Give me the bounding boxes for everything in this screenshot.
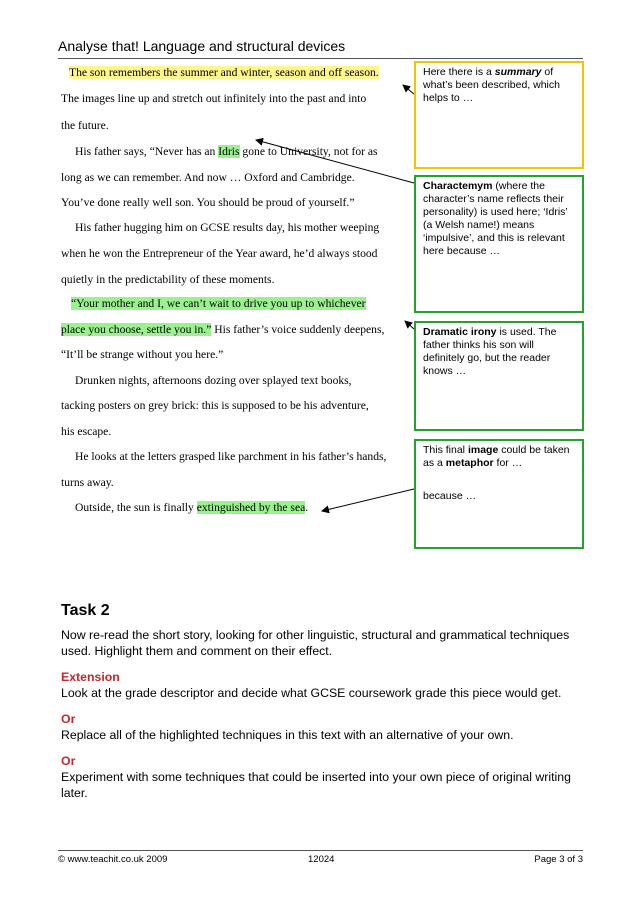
story-line: The images line up and stretch out infinitely into the past and into [61,92,367,105]
story-line: his escape. [61,425,112,438]
arrow-metaphor [322,489,414,511]
highlight-irony-1: “Your mother and I, we can’t wait to drive you up to whichever [71,297,366,310]
story-line: His father hugging him on GCSE results day, his mother weeping [75,221,380,234]
or-label: Or [61,754,76,768]
highlight-summary: The son remembers the summer and winter, season and off season. [69,66,379,79]
highlight-idris: Idris [218,145,240,158]
task-section [61,603,581,811]
header-title: Analyse that! Language and structural devices [58,38,346,54]
footer-copyright: © www.teachit.co.uk 2009 [58,854,168,865]
arrow-irony [405,321,414,329]
story-line: quietly in the predictability of these moments. [61,273,275,286]
story-line: turns away. [61,476,114,489]
story-line: place you choose, settle you in.” His father’s voice suddenly deepens, [61,323,385,336]
arrow-charactonym [256,140,414,183]
task-intro: Now re-read the short story, looking for other linguistic, structural and grammatical techniques used. Highlight them and comment on their effect. [61,628,570,658]
extension-block [61,669,581,701]
annotation-box-irony: Dramatic irony is used. The father thinks his son will definitely go, but the reader knows … [414,321,584,431]
highlight-metaphor: extinguished by the sea [196,501,306,514]
or-block-1 [61,711,581,743]
annotation-box-charactonym: Charactemym (where the character’s name reflects their personality) is used here; ‘Idris’ (a Welsh name!) means ‘impulsive’, and this is relevant here because … [414,175,584,313]
page-footer [58,850,583,865]
or-text: Replace all of the highlighted techniques in this text with an alternative of your own. [61,728,514,742]
story-line: when he won the Entrepreneur of the Year award, he’d always stood [61,247,378,260]
story-line: the future. [61,119,109,132]
or-label: Or [61,712,76,726]
extension-label: Extension [61,670,120,684]
story-line: long as we can remember. And now … Oxford and Cambridge. [61,171,355,184]
arrow-summary [403,85,414,94]
story-line: tacking posters on grey brick: this is supposed to be his adventure, [61,399,369,412]
story-line: His father says, “Never has an Idris gone to University, not for as [75,145,378,158]
or-block-2 [61,753,581,801]
footer-page-number: Page 3 of 3 [534,854,583,865]
story-line: He looks at the letters grasped like parchment in his father’s hands, [75,450,387,463]
or-text: Experiment with some techniques that could be inserted into your own piece of original writing later. [61,770,571,800]
story-line: You’ve done really well son. You should be proud of yourself.” [61,196,355,209]
story-line: Outside, the sun is finally extinguished by the sea. [75,501,309,514]
story-line: “It’ll be strange without you here.” [61,348,224,361]
story-line: Drunken nights, afternoons dozing over splayed text books, [75,374,352,387]
footer-code: 12024 [308,854,335,865]
annotation-box-metaphor: This final image could be taken as a metaphor for … because … [414,439,584,549]
task-heading: Task 2 [61,602,110,619]
highlight-irony-2: place you choose, settle you in.” [61,323,212,336]
extension-text: Look at the grade descriptor and decide what GCSE coursework grade this piece would get. [61,686,562,700]
annotation-box-summary: Here there is a summary of what’s been described, which helps to … [414,61,584,169]
